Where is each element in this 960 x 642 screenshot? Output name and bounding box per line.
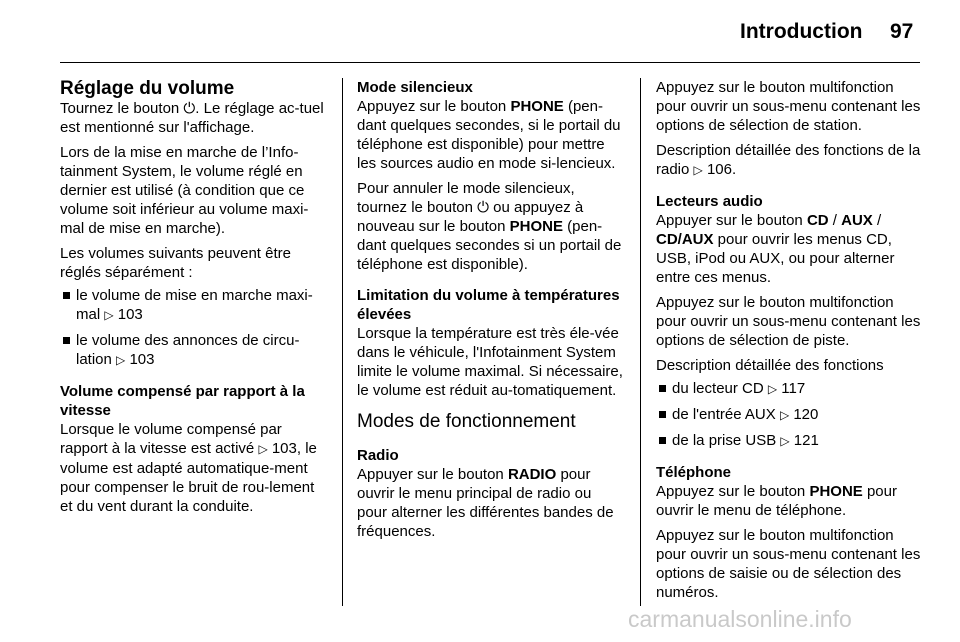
paragraph-phone-menu: Appuyez sur le bouton multifonction pour ouvrir un sous-menu contenant les options de saisie ou de sélection des numéros. [656, 527, 921, 601]
column-1 [60, 78, 328, 522]
text: Appuyer sur le bouton [656, 212, 807, 229]
page-ref-number: 121 [793, 432, 819, 449]
page-ref[interactable] [694, 161, 732, 178]
column-divider-left [342, 78, 343, 606]
paragraph-audio-buttons [656, 211, 924, 287]
header-rule [60, 62, 920, 63]
paragraph-startup-volume: Lors de la mise en marche de l’Info-tainment System, le volume réglé en dernier est utilisé (à condition que ce volume soit inférieur au volume maxi-mal de mise en marche). [60, 144, 309, 237]
page-ref-icon: ▷ [693, 163, 703, 177]
page-ref-number: 120 [793, 406, 819, 423]
text: (pen-dant quelques secondes, si le portail du téléphone est disponible) pour mettre les sources audio en mode si-lencieux. [357, 98, 621, 172]
list-item-text: du lecteur CD [672, 380, 768, 397]
page-ref[interactable] [104, 306, 142, 323]
column-3 [656, 78, 924, 608]
paragraph-radio [357, 465, 625, 541]
function-list [656, 379, 924, 451]
paragraph-radio-details [656, 141, 924, 180]
text: Appuyer sur le bouton [357, 466, 508, 483]
knob-icon: ⏻ [183, 100, 196, 117]
page-ref[interactable] [116, 351, 154, 368]
cd-button-label: CD [806, 212, 829, 229]
page-ref[interactable] [768, 380, 805, 397]
list-item-text: le volume des annonces de circu-lation [76, 332, 300, 368]
aux-button-label: AUX [841, 212, 873, 229]
heading-mute: Mode silencieux [357, 79, 473, 96]
text: Tournez le bouton [60, 100, 184, 117]
text: Appuyez sur le bouton [656, 483, 810, 500]
list-item-text: de l'entrée AUX [672, 406, 780, 423]
volume-list [60, 286, 328, 370]
paragraph-volume-knob [60, 99, 328, 137]
page-ref[interactable] [780, 406, 818, 423]
page-ref-number: 103 [271, 440, 297, 457]
page-ref-icon: ▷ [779, 408, 790, 422]
text: / [828, 212, 842, 229]
column-2 [357, 78, 625, 547]
page-ref[interactable] [258, 440, 296, 457]
page-number: 97 [890, 20, 914, 43]
text: (pen-dant quelques secondes si un portail de téléphone est disponible). [357, 218, 622, 273]
page-ref-number: 117 [781, 380, 806, 397]
paragraph-mute [357, 97, 625, 173]
paragraph-unmute [357, 179, 625, 274]
heading-volume: Réglage du volume [60, 78, 235, 99]
text: pour ouvrir le menu principal de radio ou pour alterner les différentes bandes de fréquences. [357, 466, 614, 540]
list-item-text: de la prise USB [672, 432, 781, 449]
phone-button-label: PHONE [509, 218, 563, 235]
text: pour ouvrir les menus CD, USB, iPod ou AUX, ou pour alterner entre ces menus. [656, 231, 895, 286]
page-ref-number: 106 [706, 161, 732, 178]
text: / [872, 212, 882, 229]
page-ref-icon: ▷ [258, 442, 268, 456]
heading-radio: Radio [357, 447, 399, 464]
page-ref-icon: ▷ [104, 308, 114, 322]
watermark: carmanualsonline.info [628, 606, 852, 632]
paragraph-phone-button [656, 482, 924, 520]
page-ref-icon: ▷ [780, 434, 790, 448]
paragraph-temperature-limit: Lorsque la température est très éle-vée dans le véhicule, l'Infotainment System limite le volume maximal. Si nécessaire, le volume est réduit au-tomatiquement. [357, 325, 623, 399]
page-ref-icon: ▷ [767, 382, 778, 396]
list-item [656, 379, 924, 399]
text: pour ouvrir le menu de téléphone. [656, 483, 897, 519]
heading-temperature-limit: Limitation du volume à températures élevées [357, 287, 620, 323]
text: , le volume est adapté automatique-ment pour compenser le bruit de rou-lement et du vent durant la conduite. [60, 440, 317, 515]
text: . Le réglage ac-tuel est mentionné sur l'affichage. [60, 100, 324, 136]
page-ref[interactable] [780, 432, 818, 449]
heading-speed-volume: Volume compensé par rapport à la vitesse [60, 383, 305, 419]
radio-button-label: RADIO [507, 466, 557, 483]
heading-operating-modes: Modes de fonctionnement [357, 411, 576, 432]
paragraph-separate-volumes: Les volumes suivants peuvent être réglés séparément : [60, 245, 291, 281]
list-item [656, 431, 924, 451]
column-divider-right [640, 78, 641, 606]
list-item [60, 286, 328, 325]
page-header-title: Introduction [740, 20, 863, 43]
list-item [60, 331, 328, 370]
paragraph-station-menu: Appuyez sur le bouton multifonction pour ouvrir un sous-menu contenant les options de sélection de station. [656, 79, 921, 134]
list-item-text: le volume de mise en marche maxi-mal [76, 287, 313, 323]
text: Lorsque le volume compensé par rapport à la vitesse est activé [60, 421, 282, 457]
list-item [656, 405, 924, 425]
text: . [731, 161, 737, 178]
page-ref-icon: ▷ [116, 353, 126, 367]
phone-button-label: PHONE [510, 98, 564, 115]
text: Appuyez sur le bouton [357, 98, 511, 115]
cd-aux-button-label: CD/AUX [656, 231, 714, 248]
page-ref-number: 103 [117, 306, 143, 323]
heading-phone: Téléphone [656, 464, 732, 481]
phone-button-label: PHONE [809, 483, 863, 500]
heading-audio-players: Lecteurs audio [656, 193, 763, 210]
knob-icon: ⏻ [477, 199, 489, 216]
text: ou appuyez à nouveau sur le bouton [357, 199, 584, 235]
paragraph-speed-volume [60, 420, 328, 516]
text: Pour annuler le mode silencieux, tournez le bouton [357, 180, 575, 216]
page-ref-number: 103 [129, 351, 155, 368]
paragraph-track-menu: Appuyez sur le bouton multifonction pour ouvrir un sous-menu contenant les options de sélection de piste. [656, 294, 921, 349]
text: Description détaillée des fonctions de la radio [656, 142, 921, 178]
paragraph-function-details: Description détaillée des fonctions [656, 357, 884, 374]
